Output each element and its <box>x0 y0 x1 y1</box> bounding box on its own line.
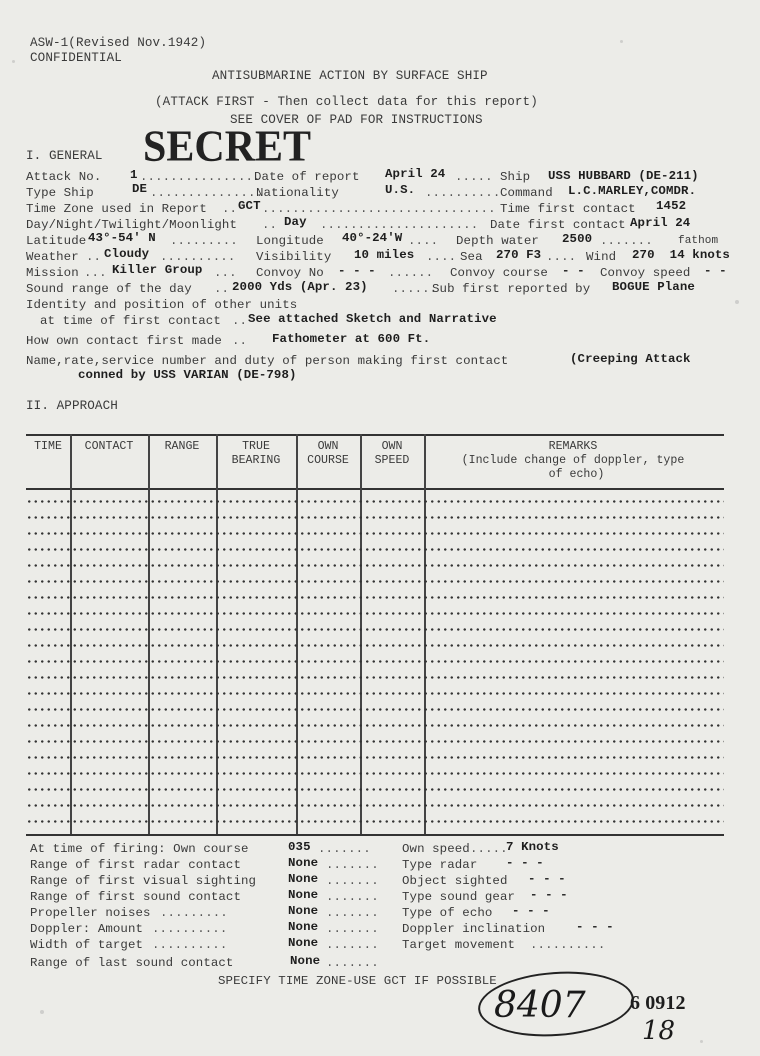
sound-gear-label: Type sound gear <box>402 890 516 904</box>
latitude-label: Latitude <box>26 234 87 248</box>
target-movement-label: Target movement <box>402 938 516 952</box>
longitude-label: Longitude <box>256 234 324 248</box>
object-sighted-label: Object sighted <box>402 874 508 888</box>
firing-course-value: 035 <box>288 840 311 854</box>
longitude-value: 40°-24'W <box>342 231 403 245</box>
ship-label: Ship <box>500 170 531 184</box>
wind-label: Wind <box>586 250 617 264</box>
name-rate-value-2: conned by USS VARIAN (DE-798) <box>78 368 297 382</box>
object-sighted-value: - - - <box>528 872 566 886</box>
latitude-value: 43°-54' N <box>88 231 156 245</box>
col-own-speed: OWN SPEED <box>374 440 410 467</box>
sub-reported-label: Sub first reported by <box>432 282 591 296</box>
sound-contact-label: Range of first sound contact <box>30 890 241 904</box>
radar-contact-value: None <box>288 856 319 870</box>
col-own-course: OWN COURSE <box>307 440 349 467</box>
visibility-label: Visibility <box>256 250 332 264</box>
type-echo-value: - - - <box>512 904 550 918</box>
day-label: Day/Night/Twilight/Moonlight <box>26 218 237 232</box>
sound-contact-value: None <box>288 888 319 902</box>
weather-value: Cloudy <box>104 247 150 261</box>
col-time: TIME <box>34 440 62 453</box>
visual-sighting-label: Range of first visual sighting <box>30 874 257 888</box>
propeller-noises-label: Propeller noises <box>30 906 151 920</box>
timezone-label: Time Zone used in Report <box>26 202 207 216</box>
last-sound-label: Range of last sound contact <box>30 956 234 970</box>
sound-range-label: Sound range of the day <box>26 282 192 296</box>
document-number: 6 0912 <box>630 992 686 1014</box>
timezone-value: GCT <box>238 199 261 213</box>
time-first-label: Time first contact <box>500 202 636 216</box>
propeller-noises-value: None <box>288 904 319 918</box>
first-contact-label: at time of first contact <box>40 314 221 328</box>
visibility-value: 10 miles <box>354 248 415 262</box>
last-sound-value: None <box>290 954 321 968</box>
doppler-amount-value: None <box>288 920 319 934</box>
form-title: ANTISUBMARINE ACTION BY SURFACE SHIP <box>212 69 488 83</box>
date-first-value: April 24 <box>630 216 691 230</box>
classification-label: CONFIDENTIAL <box>30 51 122 65</box>
name-rate-value: (Creeping Attack <box>570 352 691 366</box>
firing-course-label: At time of firing: Own course <box>30 842 249 856</box>
radar-contact-label: Range of first radar contact <box>30 858 241 872</box>
width-target-label: Width of target <box>30 938 144 952</box>
attack-no-value: 1 <box>130 168 138 182</box>
section-approach-heading: II. APPROACH <box>26 399 118 413</box>
sound-gear-value: - - - <box>530 888 568 902</box>
wind-value: 270 14 knots <box>632 248 730 262</box>
ship-value: USS HUBBARD (DE-211) <box>548 169 699 183</box>
type-radar-value: - - - <box>506 856 544 870</box>
how-contact-label: How own contact first made <box>26 334 222 348</box>
nationality-label: Nationality <box>256 186 339 200</box>
date-first-label: Date first contact <box>490 218 626 232</box>
command-value: L.C.MARLEY,COMDR. <box>568 184 697 198</box>
sea-value: 270 F3 <box>496 248 542 262</box>
page-number: 18 <box>642 1016 676 1046</box>
serial-number: 8407 <box>494 985 586 1026</box>
depth-value: 2500 <box>562 232 593 246</box>
depth-label: Depth water <box>456 234 539 248</box>
convoy-no-label: Convoy No <box>256 266 324 280</box>
convoy-speed-value: - - <box>704 264 727 278</box>
how-contact-value: Fathometer at 600 Ft. <box>272 332 431 346</box>
time-first-value: 1452 <box>656 199 687 213</box>
name-rate-label: Name,rate,service number and duty of person making first contact <box>26 354 509 368</box>
col-contact: CONTACT <box>84 440 134 453</box>
section-general-heading: I. GENERAL <box>26 149 103 163</box>
form-subtitle: (ATTACK FIRST - Then collect data for this report) <box>155 95 538 109</box>
date-report-label: Date of report <box>254 170 360 184</box>
type-ship-value: DE <box>132 182 148 196</box>
convoy-course-value: - - <box>562 264 585 278</box>
secret-stamp: SECRET <box>143 122 312 172</box>
mission-label: Mission <box>26 266 79 280</box>
depth-unit: fathom <box>678 235 719 247</box>
form-id: ASW-1(Revised Nov.1942) <box>30 36 207 50</box>
col-range: RANGE <box>164 440 200 453</box>
date-report-value: April 24 <box>385 167 446 181</box>
day-value: Day <box>284 215 307 229</box>
type-echo-label: Type of echo <box>402 906 493 920</box>
doppler-inclination-value: - - - <box>576 920 614 934</box>
width-target-value: None <box>288 936 319 950</box>
firing-speed-value: 7 Knots <box>506 840 559 854</box>
nationality-value: U.S. <box>385 183 416 197</box>
command-label: Command <box>500 186 553 200</box>
type-ship-label: Type Ship <box>26 186 94 200</box>
visual-sighting-value: None <box>288 872 319 886</box>
sub-reported-value: BOGUE Plane <box>612 280 695 294</box>
first-contact-value: See attached Sketch and Narrative <box>248 312 497 326</box>
identity-label: Identity and position of other units <box>26 298 298 312</box>
sound-range-value: 2000 Yds (Apr. 23) <box>232 280 368 294</box>
mission-value: Killer Group <box>112 263 203 277</box>
firing-speed-label: Own speed <box>402 842 470 856</box>
convoy-speed-label: Convoy speed <box>600 266 691 280</box>
doppler-inclination-label: Doppler inclination <box>402 922 546 936</box>
timezone-footer: SPECIFY TIME ZONE-USE GCT IF POSSIBLE <box>218 974 497 988</box>
sea-label: Sea <box>460 250 483 264</box>
convoy-course-label: Convoy course <box>450 266 548 280</box>
type-radar-label: Type radar <box>402 858 478 872</box>
doppler-amount-label: Doppler: Amount <box>30 922 144 936</box>
report-page: ASW-1(Revised Nov.1942) CONFIDENTIAL ANTISUBMARINE ACTION BY SURFACE SHIP (ATTACK FIRST - Then collect data for this report) SEE COVER OF PAD FOR INSTRUCTIONS SECRET I. GENERAL Attack No. 1 ................ Date of report April 24 ..... Ship USS HUBBARD (DE-211) Type Ship DE ............... Nationality U.S. .......... Command L.C.MARLEY,COMDR. Time Zone used in Report .. GCT ............................... Time first contact 1452 Day/Night/Twilight/Moonlight .. Day ..................... Date first contact April 24 Latitude 43°-54' N ......... Longitude 40°-24'W .... Depth water 2500 ....... fathom Weather .. Cloudy .......... Visibility 10 miles .... Sea 270 F3 .... Wind 270 14 knots Mission ... Killer Group ... Convoy No - - - ...... Convoy course - - Convoy speed - - Sound range of the day .. 2000 Yds (Apr. 23) ...... Sub first reported by BOGUE Plane Identity and position of other units at time of first contact .. See attached Sketch and Narrative How own contact first made .. Fathometer at 600 Ft. Name,rate,service number and duty of person making first contact (Creeping Attack conned by USS VARIAN (DE-798) II. APPROACH TIME CONTACT RANGE TRUE BEARING OWN COURSE OWN SPEED REMARKS (Include change of doppler, type of echo) At time of firing: Own course 035 ....... Own speed ..... 7 Knots Range of first radar contact None ....... Type radar - - - Range of first visual sighting None ....... Object sighted - - - Range of first sound contact None ....... Type sound gear - - - Propeller noises ......... None ....... Type of echo - - - Doppler: Amount .......... None ....... Doppler inclination - - - Width of target .......... None ....... Target movement .......... Range of last sound contact None ....... SPECIFY TIME ZONE-USE GCT IF POSSIBLE 8407 6 0912 18 <box>0 0 760 1056</box>
col-remarks: REMARKS (Include change of doppler, type of echo) <box>461 440 685 481</box>
col-true-bearing: TRUE BEARING <box>231 440 281 467</box>
weather-label: Weather <box>26 250 79 264</box>
form-instructions: SEE COVER OF PAD FOR INSTRUCTIONS <box>230 113 483 127</box>
attack-no-label: Attack No. <box>26 170 102 184</box>
convoy-no-value: - - - <box>338 264 376 278</box>
